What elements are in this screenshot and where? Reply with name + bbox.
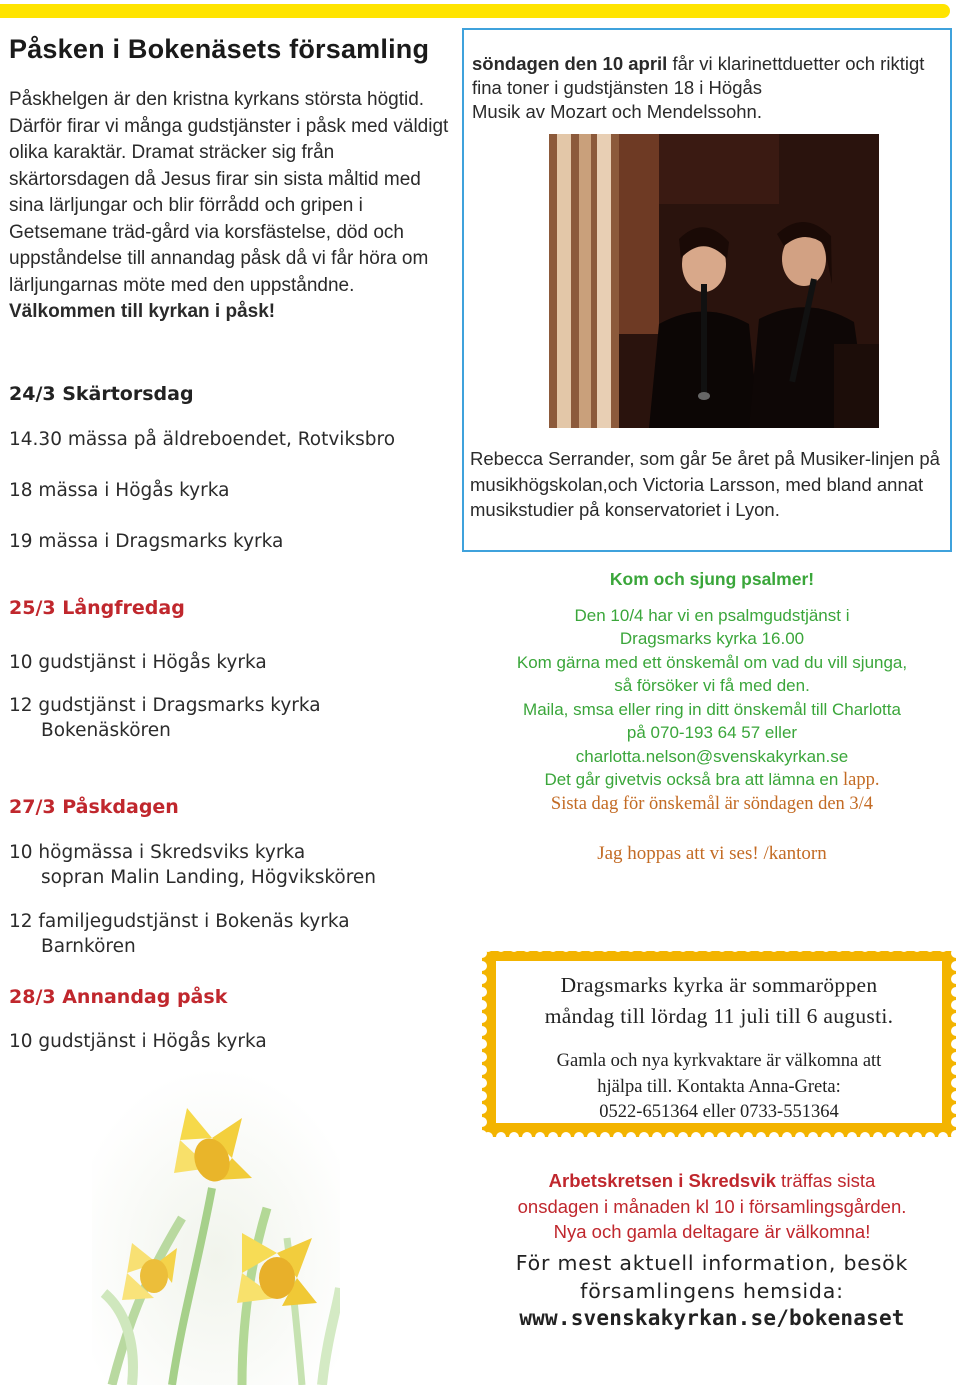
intro-text <box>9 87 459 326</box>
arbetskretsen-notice <box>470 1168 954 1245</box>
left-column <box>9 30 459 326</box>
event-title: 12 familjegudstjänst i Bokenäs kyrka <box>9 911 350 932</box>
clarinet-duo-photo <box>549 134 879 428</box>
info-line: församlingens hemsida: <box>580 1278 844 1303</box>
event-item: 10 gudstjänst i Högås kyrka <box>9 1031 267 1052</box>
psalm-line-a: Det går givetvis också bra att lämna en <box>544 770 844 789</box>
day-heading-annandag-pask: 28/3 Annandag påsk <box>9 986 228 1008</box>
event-sub: Barnkören <box>41 936 136 957</box>
psalm-signoff: Jag hoppas att vi ses! /kantorn <box>597 843 827 864</box>
concert-music: Musik av Mozart och Mendelssohn. <box>472 101 762 122</box>
website-link[interactable]: www.svenskakyrkan.se/bokenaset <box>519 1306 905 1330</box>
psalm-line: Maila, smsa eller ring in ditt önskemål till Charlotta <box>523 699 901 719</box>
intro-paragraph: Påskhelgen är den kristna kyrkans största högtid. Därför firar vi många gudstjänster i påsk med väldigt olika karaktär. Dramat sträcker sig från skärtorsdagen då Jesus firar sin sista måltid med sina lärljungar och blir förrådd och gripen i Getsemane träd-gård via korsfästelse, död och uppståndelse till annandag påsk då vi får höra om lärljungarnas möte med den uppståndne. <box>9 89 449 296</box>
arbets-line: Nya och gamla deltagare är välkomna! <box>553 1221 871 1242</box>
concert-box <box>462 28 952 552</box>
arbets-name: Arbetskretsen i Skredsvik <box>548 1170 776 1191</box>
top-yellow-bar <box>0 4 950 18</box>
event-sub: Bokenäskören <box>41 720 171 741</box>
event-title: 12 gudstjänst i Dragsmarks kyrka <box>9 695 321 716</box>
info-line: För mest aktuell information, besök <box>515 1251 909 1275</box>
psalm-deadline: Sista dag för önskemål är söndagen den 3/4 <box>550 793 874 814</box>
psalm-singing-section <box>470 568 954 866</box>
concert-text: får vi klarinettduetter och riktigt fina toner i gudstjänsten 18 i Högås <box>472 53 925 98</box>
event-item: 14.30 mässa på äldreboendet, Rotviksbro <box>9 429 396 450</box>
day-heading-langfredag: 25/3 Långfredag <box>9 597 185 619</box>
psalm-email: charlotta.nelson@svenskakyrkan.se <box>575 746 849 766</box>
photo-caption: Rebecca Serrander, som går 5e året på Musiker-linjen på musikhögskolan,och Victoria Larsson, med bland annat musikstudier på konservatoriet i Lyon. <box>470 448 940 520</box>
page-title: Påsken i Bokenäsets församling <box>9 34 430 64</box>
welcome-line: Välkommen till kyrkan i påsk! <box>9 301 276 322</box>
event-item: 10 gudstjänst i Högås kyrka <box>9 652 267 673</box>
event-item <box>9 693 321 743</box>
psalm-line: så försöker vi få med den. <box>614 676 810 695</box>
event-item <box>9 909 350 959</box>
summer-notice <box>482 947 956 1137</box>
concert-intro <box>472 52 947 124</box>
summer-line: hjälpa till. Kontakta Anna-Greta: <box>597 1076 841 1097</box>
psalm-line: Kom gärna med ett önskemål om vad du vill sjunga, <box>516 652 908 672</box>
psalm-line <box>470 768 954 793</box>
arbets-text: träffas sista <box>775 1170 876 1191</box>
event-sub: sopran Malin Landing, Högvikskören <box>41 867 377 888</box>
psalm-line-b: lapp. <box>843 770 880 790</box>
arbets-line <box>470 1168 954 1194</box>
day-heading-skartorsdag: 24/3 Skärtorsdag <box>9 383 194 405</box>
event-title: 10 högmässa i Skredsviks kyrka <box>9 842 306 863</box>
arbets-line: onsdagen i månaden kl 10 i församlingsgården. <box>517 1195 907 1217</box>
event-item: 18 mässa i Högås kyrka <box>9 480 230 501</box>
psalm-line: Den 10/4 har vi en psalmgudstjänst i <box>574 605 850 625</box>
summer-phone: 0522-651364 eller 0733-551364 <box>599 1102 839 1122</box>
event-item <box>9 840 376 890</box>
summer-line: Dragsmarks kyrka är sommaröppen <box>560 973 878 997</box>
psalm-line: på 070-193 64 57 eller <box>626 723 798 742</box>
concert-date: söndagen den 10 april <box>472 53 668 74</box>
event-item: 19 mässa i Dragsmarks kyrka <box>9 531 284 552</box>
summer-line: Gamla och nya kyrkvaktare är välkomna att <box>556 1051 882 1071</box>
psalm-line: Dragsmarks kyrka 16.00 <box>619 629 805 648</box>
summer-notice-text <box>496 961 942 1123</box>
daffodil-illustration <box>92 1068 340 1385</box>
psalm-heading: Kom och sjung psalmer! <box>609 569 815 589</box>
summer-line: måndag till lördag 11 juli till 6 augusti. <box>544 1004 894 1028</box>
website-info <box>470 1250 954 1333</box>
day-heading-paskdagen: 27/3 Påskdagen <box>9 796 179 818</box>
